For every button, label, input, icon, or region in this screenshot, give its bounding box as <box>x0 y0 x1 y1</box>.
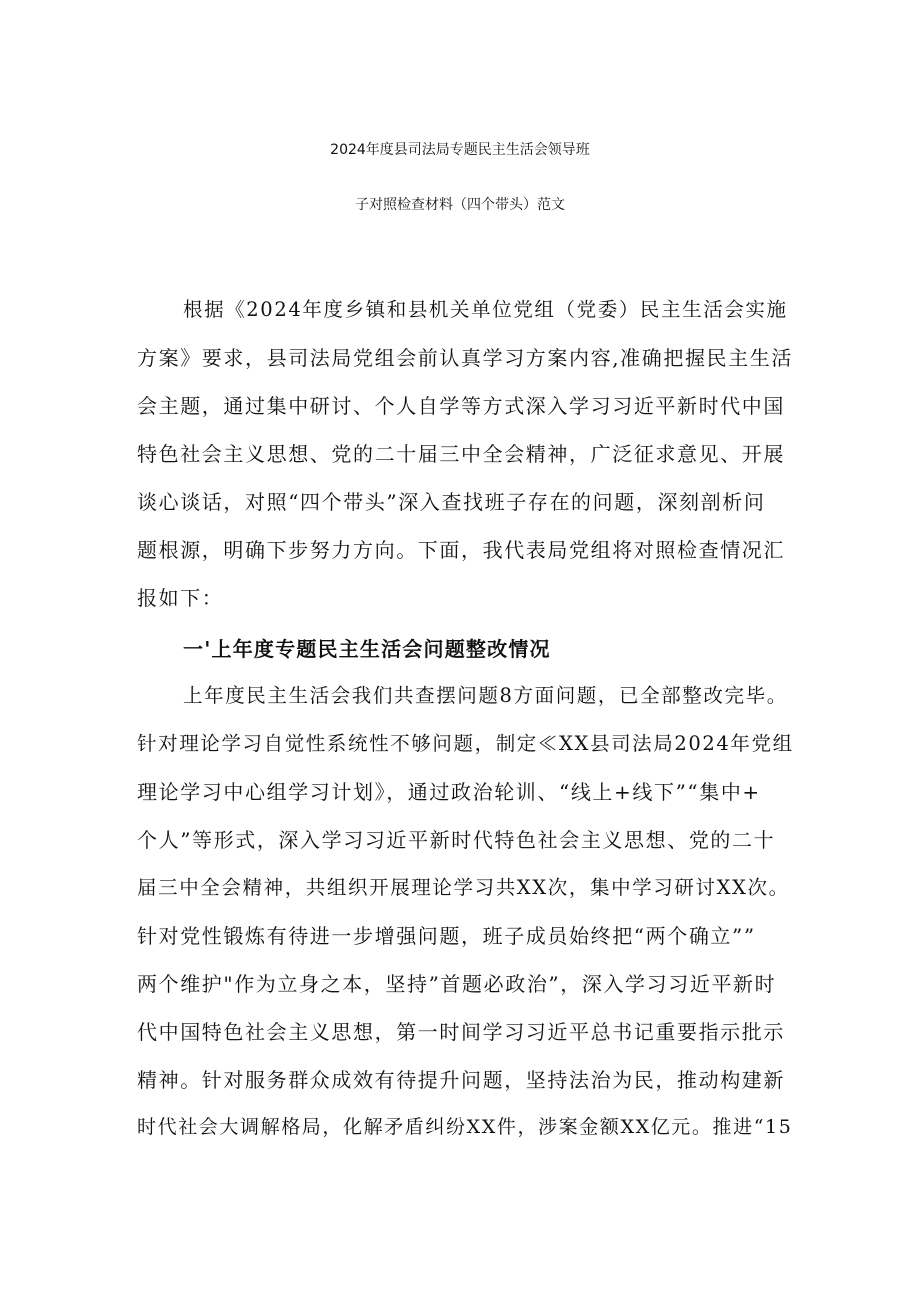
paragraph-line: 代中国特色社会主义思想，第一时间学习习近平总书记重要指示批示 <box>137 1020 785 1044</box>
section-heading: 一'上年度专题民主生活会问题整改情况 <box>183 637 551 661</box>
paragraph-line: 理论学习中心组学习计划》，通过政治轮训、“线上+线下”“集中+ <box>137 780 761 804</box>
paragraph-line: 报如下： <box>137 586 224 610</box>
paragraph-line: 两个维护"作为立身之本，坚持”首题必政治”，深入学习习近平新时 <box>137 972 777 996</box>
paragraph-line: 届三中全会精神，共组织开展理论学习共XX次，集中学习研讨XX次。 <box>137 876 790 899</box>
paragraph-line: 方案》要求，县司法局党组会前认真学习方案内容,准确把握民主生活 <box>137 346 793 370</box>
paragraph-line: 根据《2024年度乡镇和县机关单位党组（党委）民主生活会实施 <box>183 298 788 321</box>
paragraph-line: 精神。针对服务群众成效有待提升问题，坚持法治为民，推动构建新 <box>137 1068 785 1092</box>
paragraph-line: 题根源，明确下步努力方向。下面，我代表局党组将对照检查情况汇 <box>137 538 785 562</box>
paragraph-line: 针对理论学习自觉性系统性不够问题，制定≪XX县司法局2024年党组 <box>137 732 794 755</box>
document-title-line-1: 2024年度县司法局专题民主生活会领导班 <box>330 142 590 158</box>
document-title-line-2: 子对照检查材料（四个带头）范文 <box>355 197 565 213</box>
paragraph-line: 个人”等形式，深入学习习近平新时代特色社会主义思想、党的二十 <box>137 828 776 852</box>
paragraph-line: 会主题，通过集中研讨、个人自学等方式深入学习习近平新时代中国 <box>137 394 785 418</box>
paragraph-line: 特色社会主义思想、党的二十届三中全会精神，广泛征求意见、开展 <box>137 442 785 466</box>
paragraph-line: 上年度民主生活会我们共查摆问题8方面问题，已全部整改完毕。 <box>183 684 788 707</box>
paragraph-line: 针对党性锻炼有待进一步增强问题，班子成员始终把“两个确立”” <box>137 924 756 948</box>
paragraph-line: 谈心谈话，对照“四个带头”深入查找班子存在的问题，深刻剖析问 <box>137 490 766 514</box>
paragraph-line: 时代社会大调解格局，化解矛盾纠纷XX件，涉案金额XX亿元。推进“15 <box>137 1116 793 1138</box>
